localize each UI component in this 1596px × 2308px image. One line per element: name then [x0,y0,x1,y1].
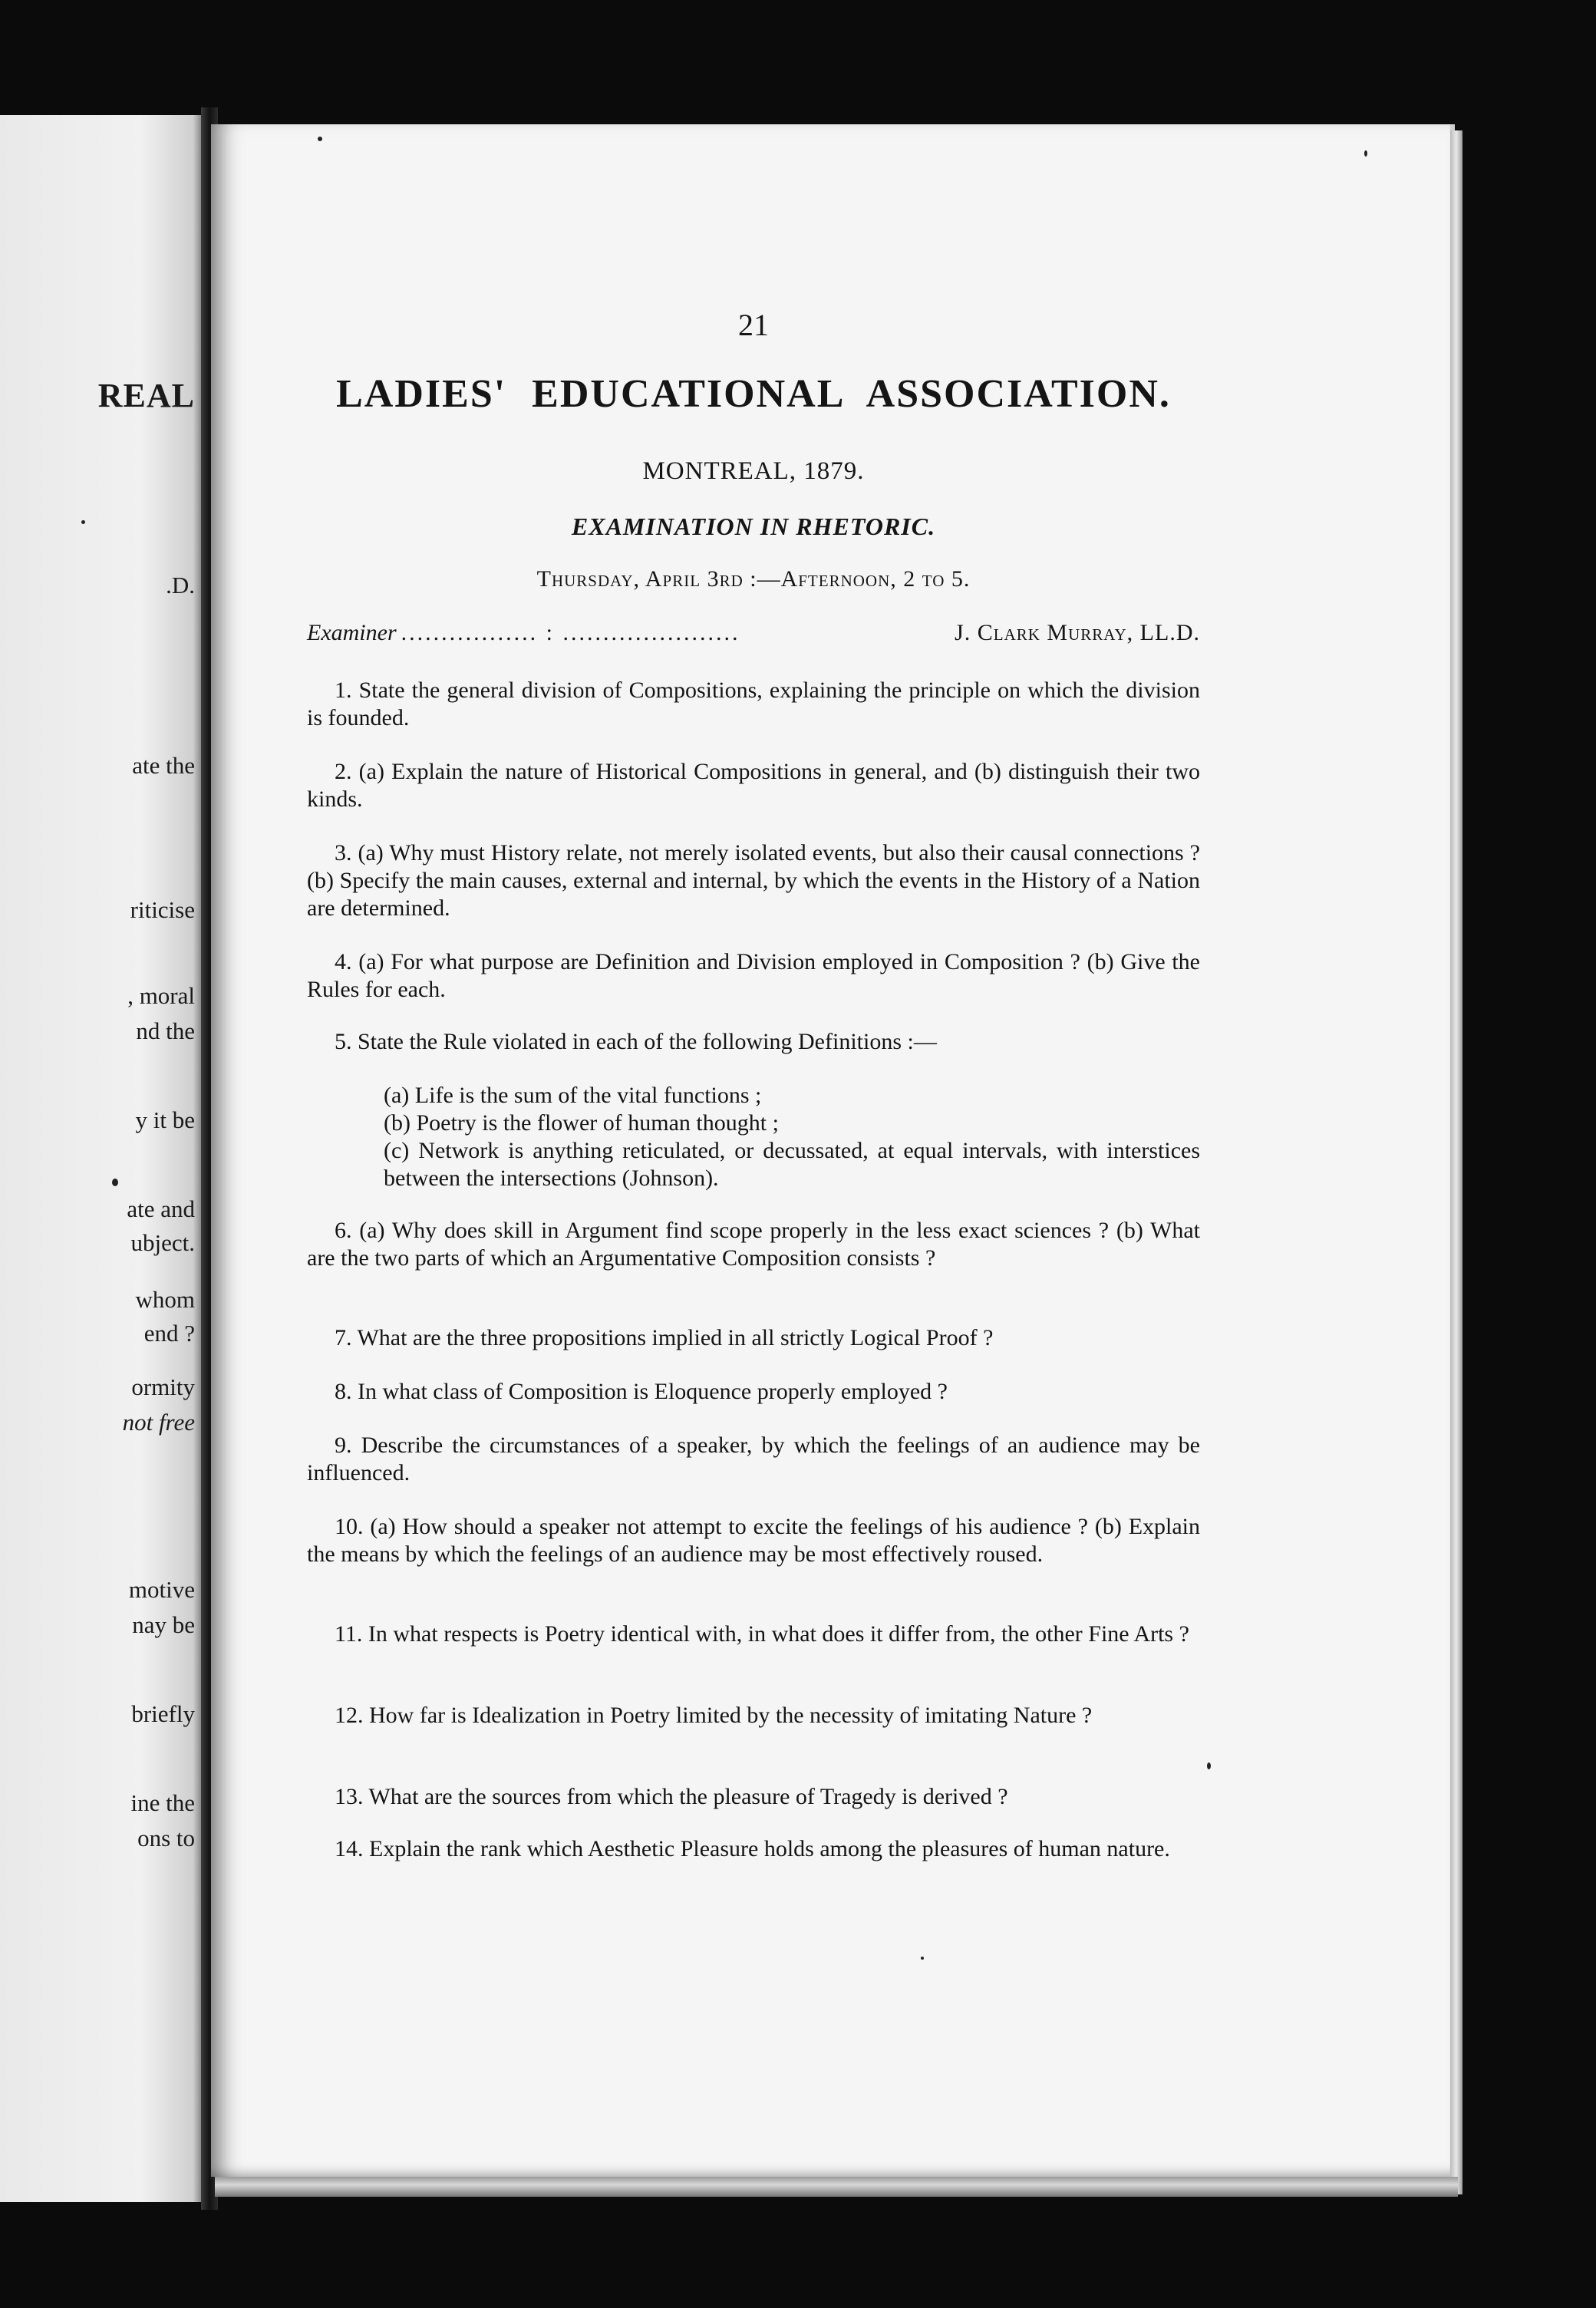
question-14: 14. Explain the rank which Aesthetic Pleasure holds among the pleasures of human nature. [335,1836,1170,1861]
question-8: 8. In what class of Composition is Eloquence properly employed ? [335,1379,948,1404]
question-7: 7. What are the three propositions implied in all strictly Logical Proof ? [335,1325,994,1350]
question-9: 9. Describe the circumstances of a speaker, by which the feelings of an audience may be influenced. [307,1433,1200,1485]
question-5: 5. State the Rule violated in each of the following Definitions :— [335,1029,937,1054]
examiner-name: J. Clark Murray, LL.D. [955,620,1200,645]
previous-page-line: ine the [130,1789,195,1816]
previous-page-line: nd the [136,1017,195,1044]
question-1: 1. State the general division of Compositions, explaining the principle on which the division is founded. [307,678,1200,730]
question-6: 6. (a) Why does skill in Argument find scope properly in the less exact sciences ? (b) What are the two parts of which an Argumentative Composition consists ? [307,1218,1200,1271]
previous-page-heading-fragment: REAL [97,377,195,414]
examiner-label: Examiner [307,620,397,645]
question-10: 10. (a) How should a speaker not attempt to excite the feelings of his audience ? (b) Explain the means by which the feelings of an audience may be most effectively roused. [307,1514,1200,1567]
definition-c: (c) Network is anything reticulated, or decussated, at equal intervals, with interstices between the intersections (Johnson). [384,1138,1200,1191]
previous-page-line: ons to [137,1825,195,1851]
place-and-year: MONTREAL, 1879. [642,457,865,485]
previous-page-line: nay be [132,1611,195,1638]
previous-page-line: ormity [131,1373,195,1400]
previous-page-line: , moral [127,982,195,1009]
previous-page-line: ate the [132,752,195,779]
previous-page-line: whom [135,1286,195,1313]
scan-speck [81,520,85,524]
previous-page-line: ubject. [130,1229,195,1256]
previous-page-line: .D. [166,572,195,598]
scan-speck [318,137,322,141]
exam-date-line: Thursday, April 3rd :—Afternoon, 2 to 5. [536,566,971,592]
question-11: 11. In what respects is Poetry identical with, in what does it differ from, the other Fine Arts ? [335,1621,1189,1647]
page-number: 21 [738,308,769,342]
page-edge-bottom [215,2177,1458,2197]
question-12: 12. How far is Idealization in Poetry limited by the necessity of imitating Nature ? [335,1703,1093,1728]
scan-speck [1207,1762,1211,1769]
examiner-line [307,620,1200,646]
previous-page-line: not free [122,1409,195,1436]
scan-speck [112,1179,118,1186]
previous-page-line: motive [128,1576,195,1603]
page-edge-right [1450,130,1462,2194]
previous-page-line: end ? [143,1320,195,1347]
previous-page-line: briefly [131,1700,195,1727]
page-title: LADIES' EDUCATIONAL ASSOCIATION. [336,372,1171,416]
previous-page-line: y it be [135,1106,195,1133]
exam-title: EXAMINATION IN RHETORIC. [571,513,936,540]
question-2: 2. (a) Explain the nature of Historical Compositions in general, and (b) distinguish their two kinds. [307,759,1200,812]
question-3: 3. (a) Why must History relate, not merely isolated events, but also their causal connections ? (b) Specify the main causes, external and internal, by which the events in the History of a Nation are determined. [307,840,1200,921]
previous-page-line: riticise [130,896,195,923]
scan-speck [1364,150,1367,157]
scan-speck [921,1957,924,1960]
previous-page-line: ate and [127,1195,195,1222]
definition-a: (a) Life is the sum of the vital functions ; [384,1083,762,1108]
examiner-leader-dots: ................. : ...................... [401,620,740,645]
question-13: 13. What are the sources from which the pleasure of Tragedy is derived ? [335,1784,1008,1809]
definition-b: (b) Poetry is the flower of human thought ; [384,1110,779,1136]
question-4: 4. (a) For what purpose are Definition and Division employed in Composition ? (b) Give the Rules for each. [307,949,1200,1002]
previous-page [0,115,201,2202]
